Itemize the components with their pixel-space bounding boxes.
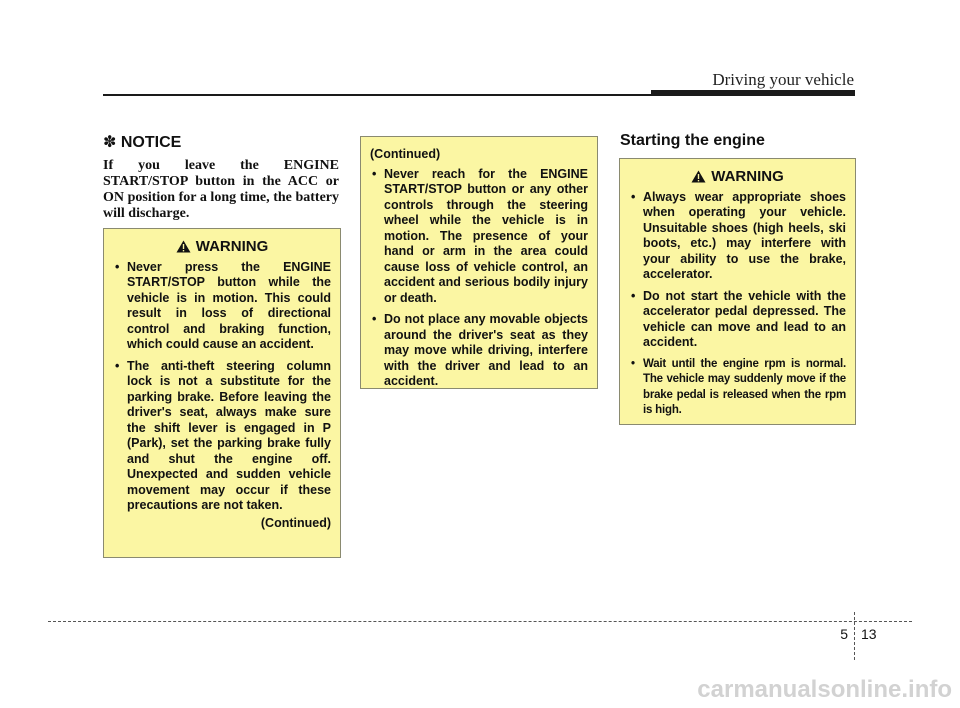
warning-box-continued: [360, 136, 598, 389]
continued-label: (Continued): [370, 147, 441, 161]
notice-heading: ✽ NOTICE: [103, 134, 182, 151]
notice-body: If you leave the ENGINE START/STOP button in the ACC or ON position for a long time, the battery will discharge.: [103, 158, 339, 221]
header-rule-thick: [651, 90, 855, 96]
warning-item: • Never press the ENGINE START/STOP button while the vehicle is in motion. This could result in loss of directional control and braking function, which could cause an accident.: [113, 260, 331, 353]
footer-divider: [854, 612, 855, 660]
warning-box-starting: [619, 158, 856, 425]
warning-item: • The anti-theft steering column lock is not a substitute for the parking brake. Before leaving the driver's seat, always make sure the shift lever is engaged in P (Park), set the parking brake fully and shut the engine off. Unexpected and sudden vehicle movement may occur if these precautions are not taken.: [113, 359, 331, 514]
warning-title-text: WARNING: [195, 238, 269, 255]
warning-item: • Wait until the engine rpm is normal. The vehicle may suddenly move if the brake pedal is released when the rpm is high.: [629, 357, 846, 419]
header-rule: [103, 94, 651, 96]
warning-title: [629, 169, 846, 185]
warning-list: [113, 260, 331, 514]
warning-title-text: WARNING: [711, 168, 784, 185]
warning-list: [370, 167, 588, 390]
watermark: carmanualsonline.info: [697, 676, 952, 703]
page-number: 13: [861, 626, 877, 642]
warning-title: [113, 239, 331, 255]
warning-item: • Do not place any movable objects around the driver's seat as they may move while driving, interfere with the driver and lead to an accident.: [370, 312, 588, 390]
chapter-number: 5: [840, 626, 848, 642]
starting-engine-heading: Starting the engine: [620, 132, 765, 149]
warning-item: • Never reach for the ENGINE START/STOP button or any other controls through the steering wheel while the vehicle is in motion. The presence of your hand or arm in the area could cause loss of vehicle control, an accident and serious bodily injury or death.: [370, 167, 588, 307]
warning-item: • Always wear appropriate shoes when operating your vehicle. Unsuitable shoes (high heels, ski boots, etc.) may interfere with your ability to use the brake, accelerator.: [629, 190, 846, 283]
warning-box-engine-button: [103, 228, 341, 558]
warning-item: • Do not start the vehicle with the accelerator pedal depressed. The vehicle can move and lead to an accident.: [629, 289, 846, 351]
footer-dashed-rule: [48, 621, 912, 622]
section-title: Driving your vehicle: [712, 70, 854, 89]
continued-label: (Continued): [260, 515, 331, 530]
warning-list: [629, 190, 846, 419]
warning-triangle-icon: [691, 170, 706, 183]
warning-triangle-icon: [176, 240, 191, 253]
